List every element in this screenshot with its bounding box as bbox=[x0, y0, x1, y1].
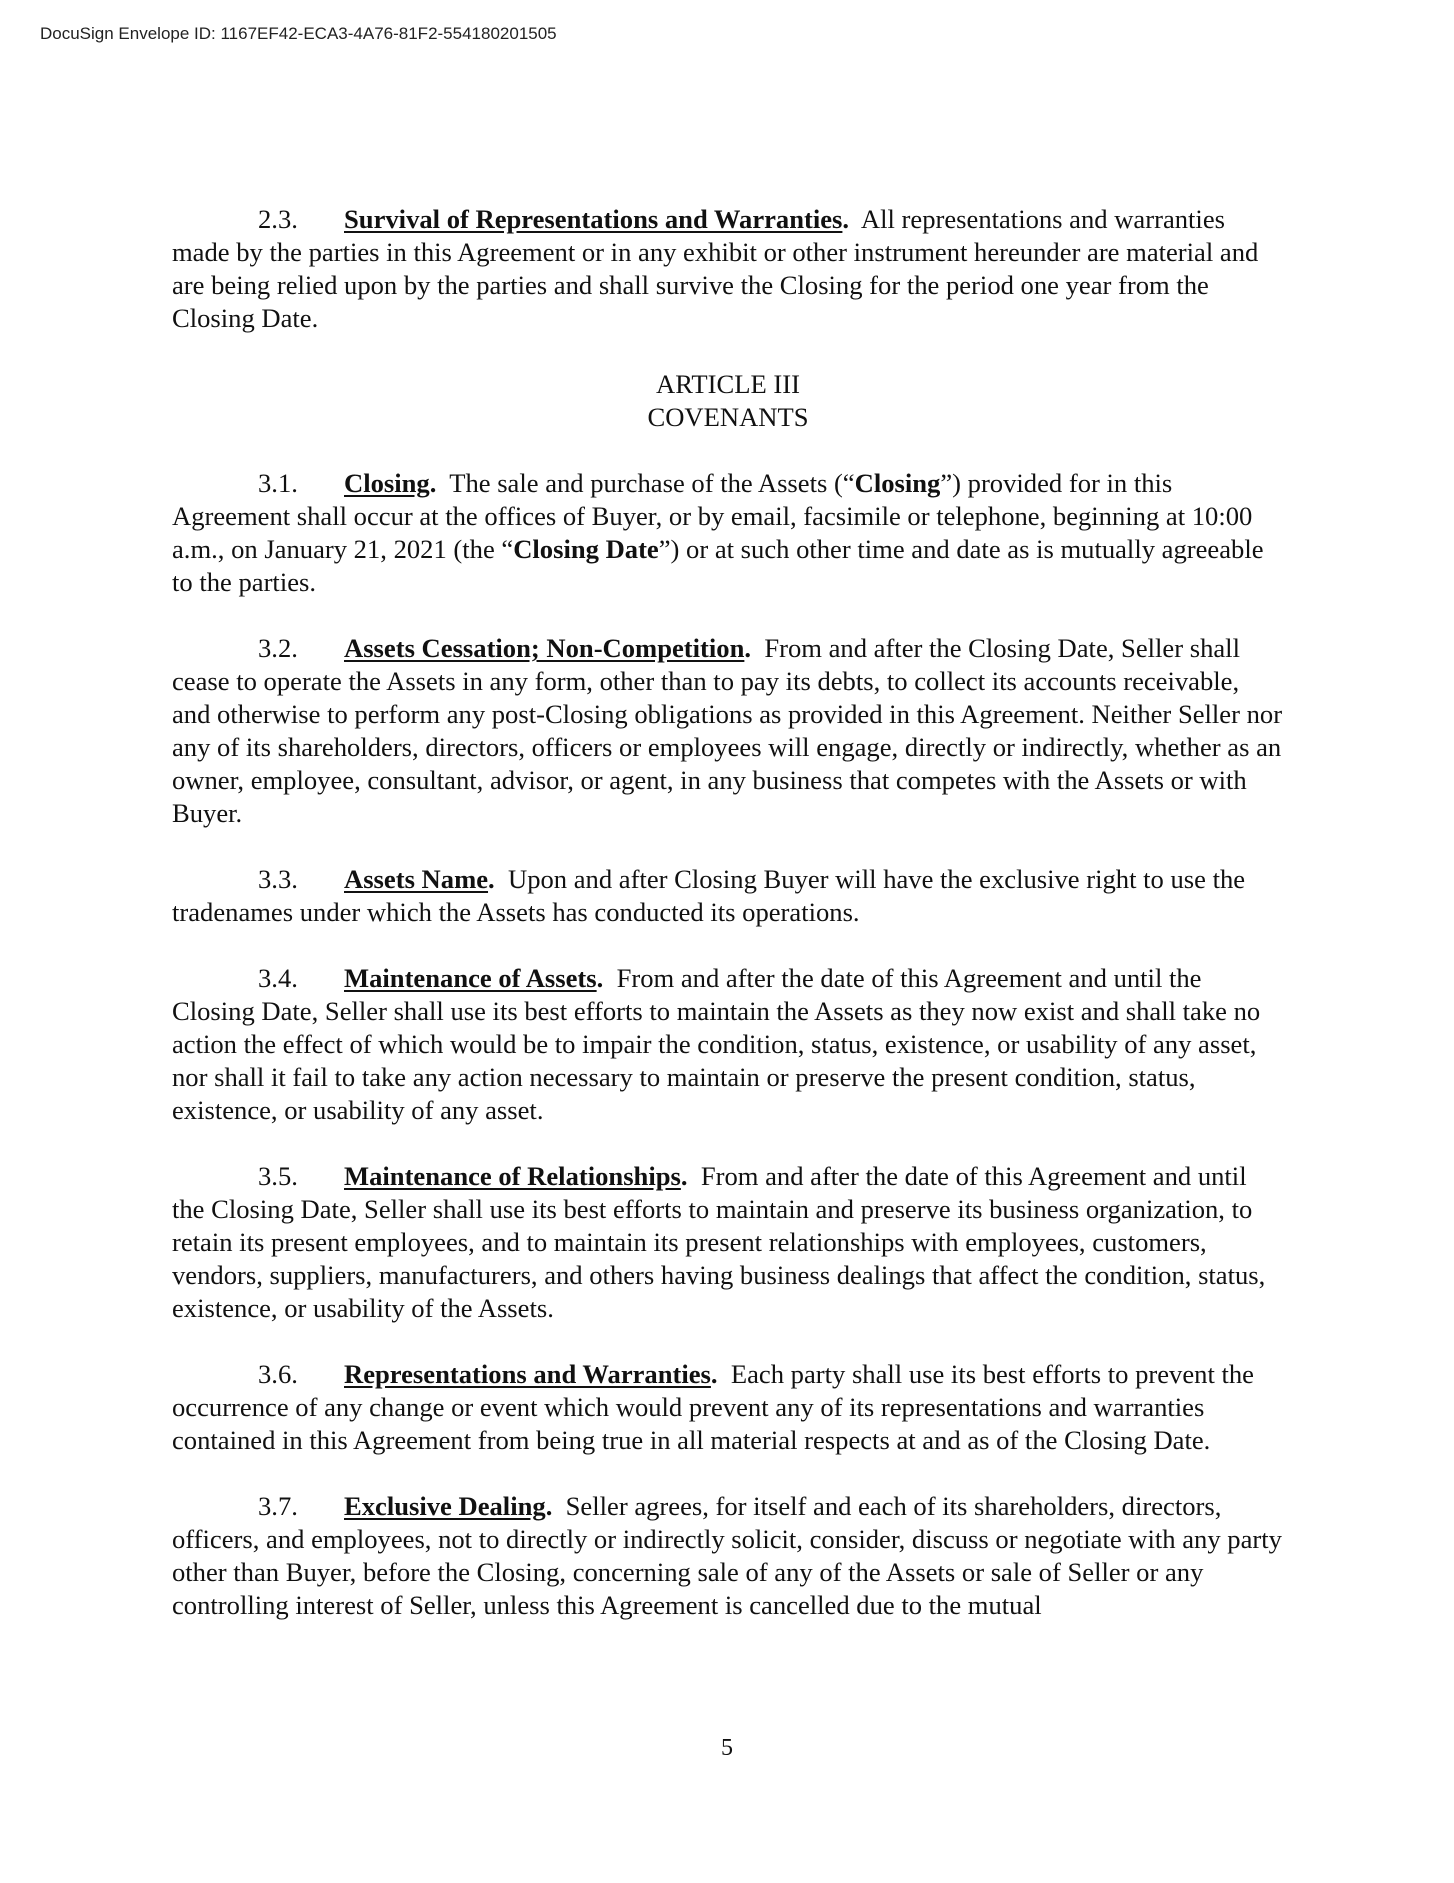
section-text: ”) provided for in this Agreement shall occur at the offices of Buyer, or by email, facsimile or telephone, beginning at 10:00 a.m., on January 21, 2021 (the “ bbox=[172, 468, 1253, 564]
section-number: 3.4. bbox=[258, 963, 298, 993]
section-text: All representations and warranties made by the parties in this Agreement or in any exhibit or other instrument hereunder are material and are being relied upon by the parties and shall survive the Closing for the period one year from the Closing Date. bbox=[172, 204, 1259, 333]
section-heading: Survival of Representations and Warranties bbox=[344, 204, 843, 234]
defined-term-closing-date: Closing Date bbox=[513, 534, 659, 564]
section-heading: Assets Name bbox=[344, 864, 489, 894]
section-number: 3.3. bbox=[258, 864, 298, 894]
section-heading: Exclusive Dealing bbox=[344, 1491, 546, 1521]
section-3-6: 3.6. Representations and Warranties. Each party shall use its best efforts to prevent the occurrence of any change or event which would prevent any of its representations and warranties contained in this Agreement from being true in all material respects at and as of the Closing Date. bbox=[172, 1359, 1254, 1455]
section-3-1: 3.1. Closing. The sale and purchase of the Assets (“Closing”) provided for in this Agreement shall occur at the offices of Buyer, or by email, facsimile or telephone, beginning at 10:00 a.m., on January 21, 2021 (the “Closing Date”) or at such other time and date as is mutually agreeable to the parties. bbox=[172, 468, 1264, 597]
document-body bbox=[172, 203, 1284, 1655]
section-text: From and after the date of this Agreement and until the Closing Date, Seller shall use its best efforts to maintain the Assets as they now exist and shall take no action the effect of which would be to impair the condition, status, existence, or usability of any asset, nor shall it fail to take any action necessary to maintain or preserve the present condition, status, existence, or usability of any asset. bbox=[172, 963, 1261, 1125]
page-number: 5 bbox=[721, 1735, 733, 1761]
section-heading: Assets Cessation; Non-Competition bbox=[344, 633, 745, 663]
section-text: Seller agrees, for itself and each of its shareholders, directors, officers, and employees, not to directly or indirectly solicit, consider, discuss or negotiate with any party other than Buyer, before the Closing, concerning sale of any of the Assets or sale of Seller or any controlling interest of Seller, unless this Agreement is cancelled due to the mutual bbox=[172, 1491, 1282, 1620]
section-heading: Maintenance of Relationships bbox=[344, 1161, 681, 1191]
section-text: The sale and purchase of the Assets (“ bbox=[449, 468, 855, 498]
section-2-3: 2.3. Survival of Representations and Warranties. All representations and warranties made by the parties in this Agreement or in any exhibit or other instrument hereunder are material and are being relied upon by the parties and shall survive the Closing for the period one year from the Closing Date. bbox=[172, 204, 1259, 333]
section-heading: Closing bbox=[344, 468, 430, 498]
article-heading bbox=[172, 368, 1284, 434]
section-heading: Maintenance of Assets bbox=[344, 963, 597, 993]
section-3-2: 3.2. Assets Cessation; Non-Competition. From and after the Closing Date, Seller shall cease to operate the Assets in any form, other than to pay its debts, to collect its accounts receivable, and otherwise to perform any post-Closing obligations as provided in this Agreement. Neither Seller nor any of its shareholders, directors, officers or employees will engage, directly or indirectly, whether as an owner, employee, consultant, advisor, or agent, in any business that competes with the Assets or with Buyer. bbox=[172, 633, 1283, 828]
envelope-id: DocuSign Envelope ID: 1167EF42-ECA3-4A76-81F2-554180201505 bbox=[40, 24, 557, 43]
section-number: 3.5. bbox=[258, 1161, 298, 1191]
section-text: From and after the date of this Agreement and until the Closing Date, Seller shall use its best efforts to maintain and preserve its business organization, to retain its present employees, and to maintain its present relationships with employees, customers, vendors, suppliers, manufacturers, and others having business dealings that affect the condition, status, existence, or usability of the Assets. bbox=[172, 1161, 1266, 1323]
section-number: 2.3. bbox=[258, 204, 298, 234]
section-3-3: 3.3. Assets Name. Upon and after Closing Buyer will have the exclusive right to use the tradenames under which the Assets has conducted its operations. bbox=[172, 864, 1246, 927]
section-text: ”) or at such other time and date as is mutually agreeable to the parties. bbox=[172, 534, 1264, 597]
section-heading: Representations and Warranties bbox=[344, 1359, 711, 1389]
section-number: 3.1. bbox=[258, 468, 298, 498]
section-3-5: 3.5. Maintenance of Relationships. From and after the date of this Agreement and until the Closing Date, Seller shall use its best efforts to maintain and preserve its business organization, to retain its present employees, and to maintain its present relationships with employees, customers, vendors, suppliers, manufacturers, and others having business dealings that affect the condition, status, existence, or usability of the Assets. bbox=[172, 1161, 1266, 1323]
section-text: Each party shall use its best efforts to prevent the occurrence of any change or event which would prevent any of its representations and warranties contained in this Agreement from being true in all material respects at and as of the Closing Date. bbox=[172, 1359, 1254, 1455]
section-number: 3.2. bbox=[258, 633, 298, 663]
article-title: ARTICLE III bbox=[656, 369, 800, 399]
section-3-7: 3.7. Exclusive Dealing. Seller agrees, for itself and each of its shareholders, directors, officers, and employees, not to directly or indirectly solicit, consider, discuss or negotiate with any party other than Buyer, before the Closing, concerning sale of any of the Assets or sale of Seller or any controlling interest of Seller, unless this Agreement is cancelled due to the mutual bbox=[172, 1491, 1282, 1620]
section-text: From and after the Closing Date, Seller shall cease to operate the Assets in any form, other than to pay its debts, to collect its accounts receivable, and otherwise to perform any post-Closing obligations as provided in this Agreement. Neither Seller nor any of its shareholders, directors, officers or employees will engage, directly or indirectly, whether as an owner, employee, consultant, advisor, or agent, in any business that competes with the Assets or with Buyer. bbox=[172, 633, 1283, 828]
section-number: 3.6. bbox=[258, 1359, 298, 1389]
section-3-4: 3.4. Maintenance of Assets. From and after the date of this Agreement and until the Closing Date, Seller shall use its best efforts to maintain the Assets as they now exist and shall take no action the effect of which would be to impair the condition, status, existence, or usability of any asset, nor shall it fail to take any action necessary to maintain or preserve the present condition, status, existence, or usability of any asset. bbox=[172, 963, 1261, 1125]
article-subtitle: COVENANTS bbox=[647, 402, 809, 432]
defined-term-closing: Closing bbox=[854, 468, 941, 498]
section-text: Upon and after Closing Buyer will have the exclusive right to use the tradenames under which the Assets has conducted its operations. bbox=[172, 864, 1246, 927]
section-number: 3.7. bbox=[258, 1491, 298, 1521]
